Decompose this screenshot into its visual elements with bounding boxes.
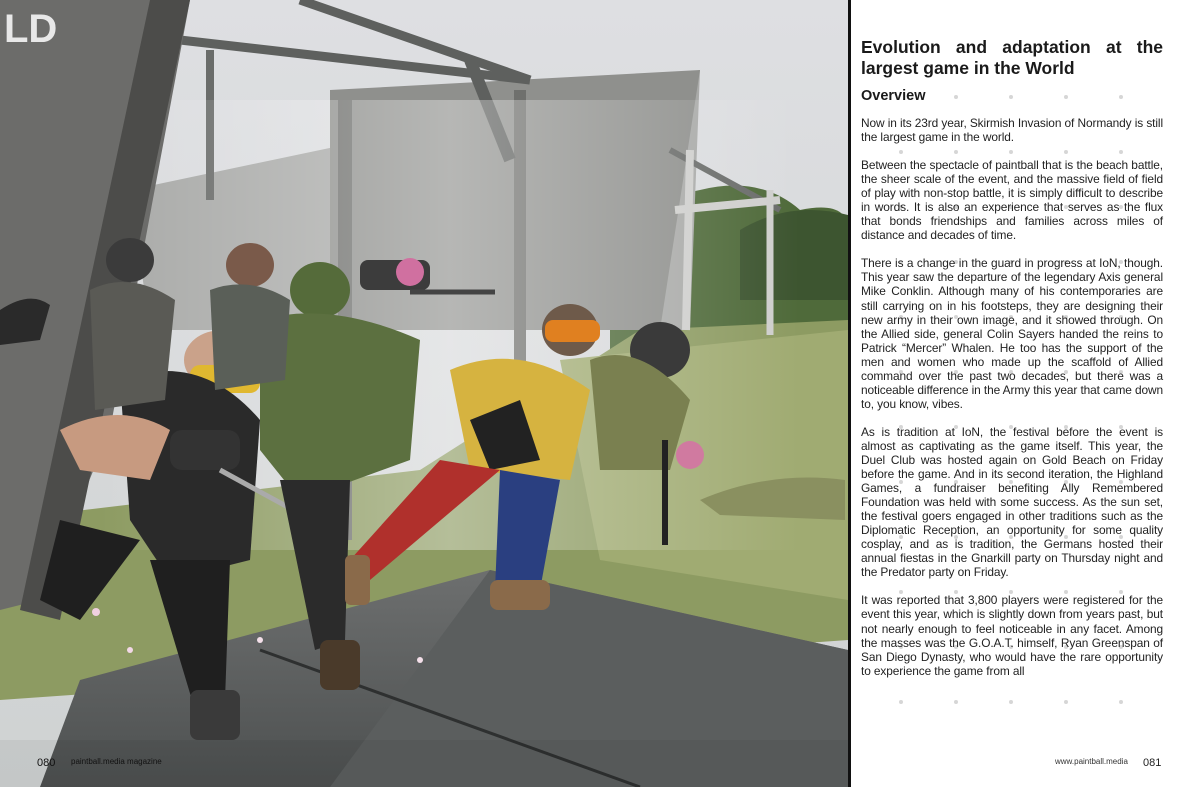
article-title: Evolution and adaptation at the largest game in the World — [861, 37, 1163, 78]
article — [861, 37, 1163, 692]
footer-magazine-name: paintball.media magazine — [71, 757, 162, 766]
page-number-right: 081 — [1143, 757, 1162, 769]
article-paragraph: Between the spectacle of paintball that is the beach battle, the sheer scale of the event, and the massive field of field of play with non-stop battle, it is simply difficult to describe in words. It is also an experience that serves as the flux that bonds friendships and families across miles of distance and decades of time. — [861, 158, 1163, 243]
article-paragraph: Now in its 23rd year, Skirmish Invasion of Normandy is still the largest game in the world. — [861, 116, 1163, 145]
article-body — [861, 116, 1163, 678]
article-paragraph: As is tradition at IoN, the festival before the event is almost as captivating as the game itself. This year, the Duel Club was hosted again on Gold Beach on Friday before the game. And in its second iteration, the Highland Games, a fundraiser benefiting Ally Remembered Foundation was held with some success. As the sun set, the festival goers engaged in other traditions such as the Diplomatic Reception, an opportunity for some quality cosplay, and as is tradition, the Germans hosted their annual fiestas in the Gnarkill party on Thursday night and the Predator party on Friday. — [861, 424, 1163, 580]
article-paragraph: It was reported that 3,800 players were registered for the event this year, which is slightly down from years past, but not nearly enough to feel noticeable in any facet. Among the masses was the G.O.A.T. himself, Ryan Greenspan of San Diego Dynasty, who would have the rare opportunity to experience the game from all — [861, 593, 1163, 678]
article-paragraph: There is a change in the guard in progress at IoN, though. This year saw the departure of the legendary Axis general Mike Conklin. Although many of his contemporaries are still carrying on in his footsteps, they are designing their new army in their own image, and it showed through. On the Allied side, general Colin Sayers handed the reins to Patrick “Mercer” Whalen. He too has the support of the men and women who made up the scaffold of Allied command over the past two decades, but there was a noticeable difference in the Army this year that came down to, you know, vibes. — [861, 256, 1163, 411]
section-heading: Overview — [861, 88, 926, 104]
page-number-left: 080 — [37, 757, 56, 769]
right-text-page — [851, 0, 1200, 787]
svg-text:LD: LD — [4, 7, 58, 51]
footer-website-url: www.paintball.media — [1055, 757, 1128, 766]
